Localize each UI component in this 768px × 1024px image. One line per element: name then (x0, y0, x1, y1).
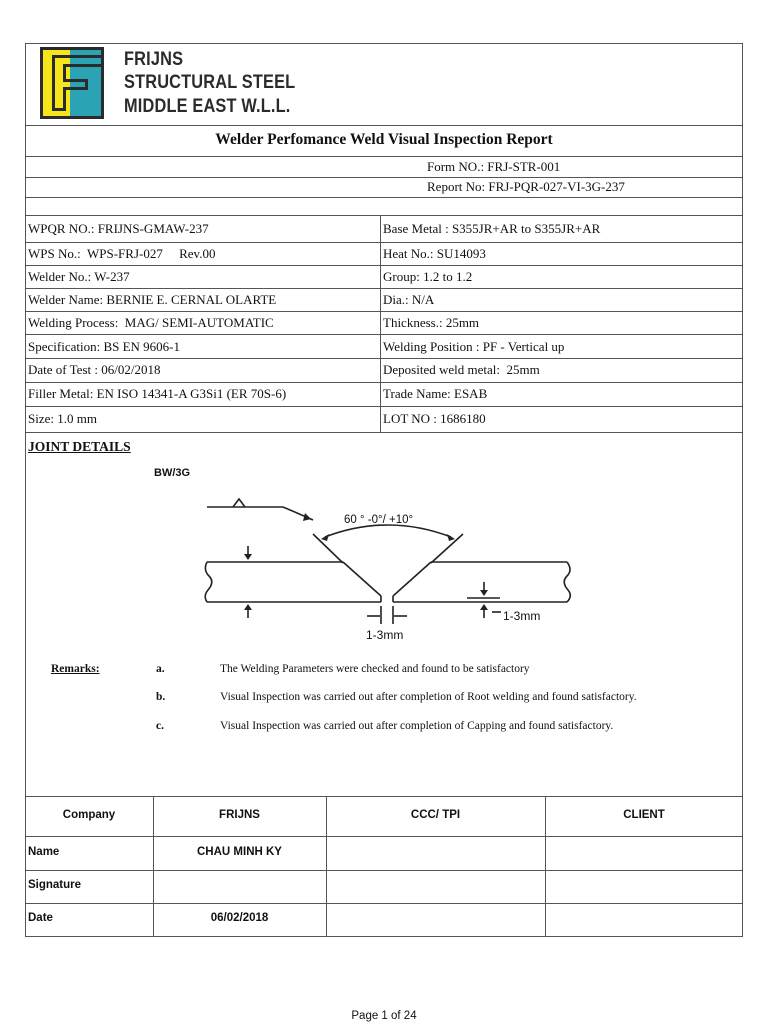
header-frijns: FRIJNS (219, 809, 260, 821)
frijns-name: CHAU MINH KY (197, 846, 282, 858)
welder-number: Welder No.: W-237 (28, 269, 130, 284)
specification: Specification: BS EN 9606-1 (28, 339, 181, 354)
joint-type: BW/3G (154, 467, 191, 479)
frijns-date: 06/02/2018 (210, 912, 269, 924)
logo-mark-icon (40, 47, 104, 119)
remark-c-text: Visual Inspection was carried out after completion of Capping and found satisfactory. (220, 720, 614, 732)
company-logo (40, 47, 104, 119)
wpqr-number: WPQR NO.: FRIJNS-GMAW-237 (28, 221, 209, 236)
size: Size: 1.0 mm (28, 411, 97, 426)
welder-name: Welder Name: BERNIE E. CERNAL OLARTE (28, 292, 277, 307)
deposited-weld-metal: Deposited weld metal: 25mm (383, 362, 540, 377)
remark-c-letter: c. (156, 720, 164, 732)
date-of-test: Date of Test : 06/02/2018 (28, 362, 161, 377)
company-name-line2: STRUCTURAL STEEL (124, 72, 296, 93)
remark-b-text: Visual Inspection was carried out after completion of Root welding and found satisfactory. (220, 691, 637, 703)
form-number: Form NO.: FRJ-STR-001 (427, 159, 561, 174)
filler-metal: Filler Metal: EN ISO 14341-A G3Si1 (ER 70S-6) (28, 386, 287, 401)
wps-number: WPS No.: WPS-FRJ-027 Rev.00 (28, 246, 216, 261)
trade-name: Trade Name: ESAB (383, 386, 488, 401)
remark-a-text: The Welding Parameters were checked and found to be satisfactory (220, 663, 530, 675)
groove-angle-label: 60 ° -0°/ +10° (344, 514, 414, 526)
page-number: Page 1 of 24 (351, 1010, 417, 1022)
joint-details-title: JOINT DETAILS (28, 439, 131, 454)
welding-position: Welding Position : PF - Vertical up (383, 339, 565, 354)
group: Group: 1.2 to 1.2 (383, 269, 473, 284)
diameter: Dia.: N/A (383, 292, 435, 307)
row-name-label: Name (28, 846, 60, 858)
base-metal: Base Metal : S355JR+AR to S355JR+AR (383, 221, 601, 236)
row-date-label: Date (28, 912, 53, 924)
header-company: Company (62, 809, 116, 821)
row-signature-label: Signature (28, 879, 82, 891)
report-title: Welder Perfomance Weld Visual Inspection Report (215, 131, 553, 148)
thickness: Thickness.: 25mm (383, 315, 480, 330)
remarks-label: Remarks: (51, 663, 100, 675)
heat-number: Heat No.: SU14093 (383, 246, 486, 261)
report-number: Report No: FRJ-PQR-027-VI-3G-237 (427, 179, 625, 194)
company-name-line1: FRIJNS (124, 49, 184, 70)
company-name-line3: MIDDLE EAST W.L.L. (124, 96, 291, 117)
header-tpi: CCC/ TPI (410, 809, 461, 821)
header-client: CLIENT (623, 809, 665, 821)
remark-a-letter: a. (156, 663, 165, 675)
welding-process: Welding Process: MAG/ SEMI-AUTOMATIC (28, 315, 274, 330)
remark-b-letter: b. (156, 691, 166, 703)
root-face-label: 1-3mm (503, 609, 541, 623)
lot-number: LOT NO : 1686180 (383, 411, 486, 426)
root-gap-label: 1-3mm (366, 628, 404, 642)
